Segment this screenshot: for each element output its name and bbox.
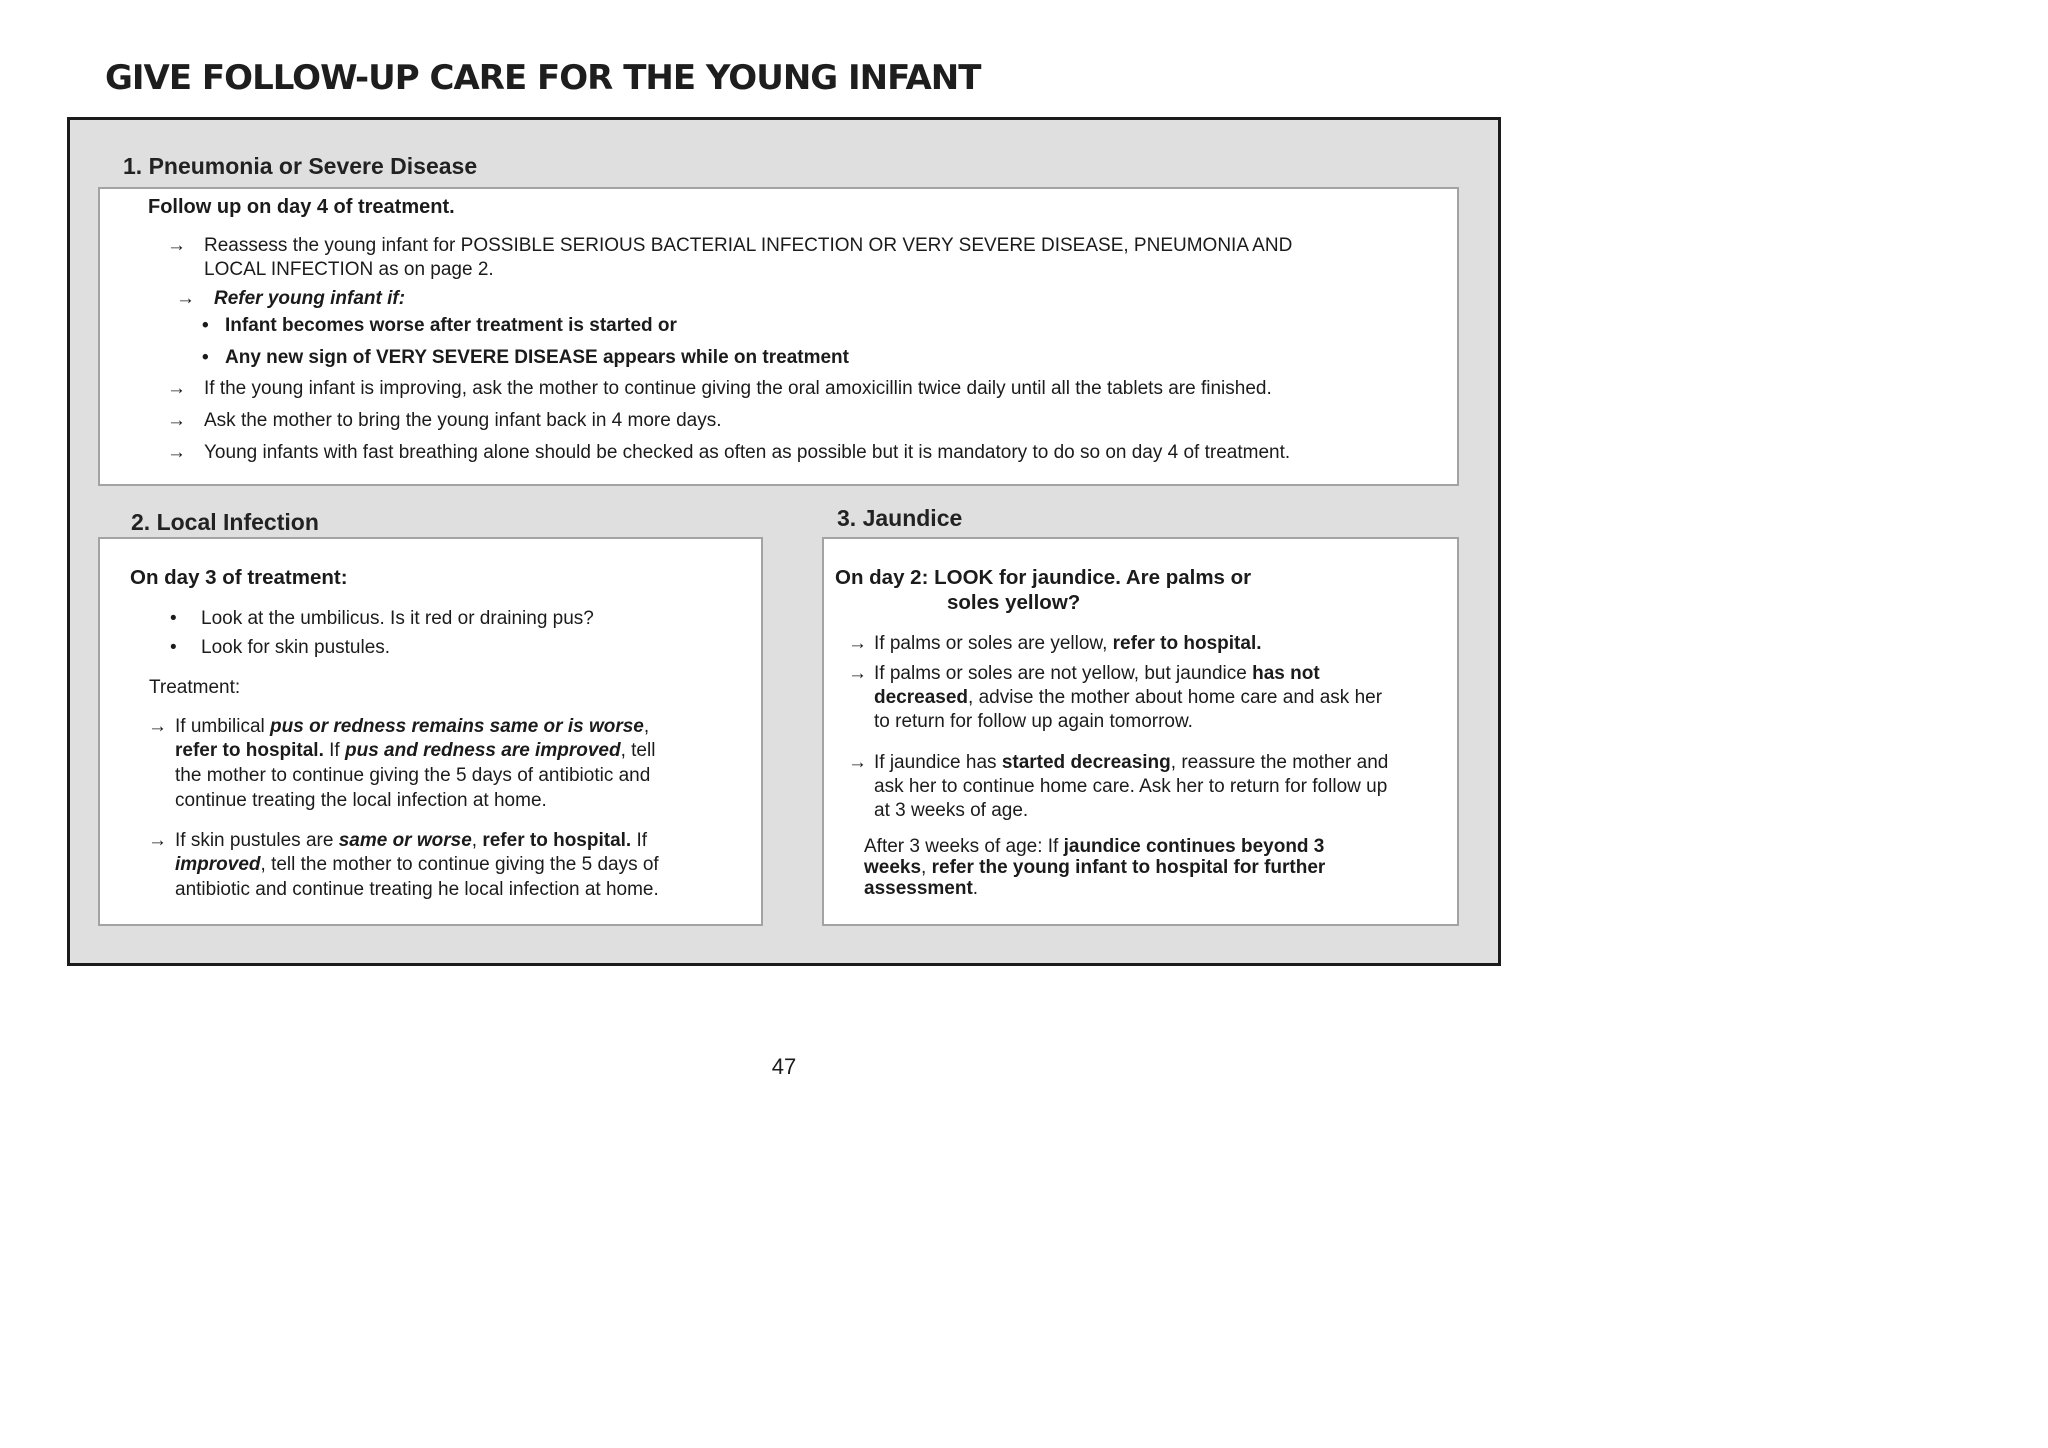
section1-refer-bullet-1: Infant becomes worse after treatment is started or <box>225 315 677 336</box>
section2-pustules-line3: antibiotic and continue treating he local infection at home. <box>175 879 659 900</box>
arrow-icon: → <box>167 378 186 399</box>
bullet-icon: • <box>170 608 177 629</box>
section3-not-yellow-line1: If palms or soles are not yellow, but jaundice has not <box>874 663 1320 684</box>
section3-question-line2: soles yellow? <box>947 591 1081 614</box>
section1-heading: 1. Pneumonia or Severe Disease <box>123 153 478 179</box>
arrow-icon: → <box>176 288 195 309</box>
page-title: GIVE FOLLOW-UP CARE FOR THE YOUNG INFANT <box>105 58 981 98</box>
section2-bullet-1: Look at the umbilicus. Is it red or draining pus? <box>201 608 594 629</box>
section2-umbilical-line3: the mother to continue giving the 5 days of antibiotic and <box>175 765 651 786</box>
section3-question-line1: On day 2: LOOK for jaundice. Are palms or <box>835 566 1252 589</box>
section1-refer-label: Refer young infant if: <box>214 288 406 309</box>
section3-not-yellow-line2: decreased, advise the mother about home care and ask her <box>874 687 1383 708</box>
arrow-icon: → <box>848 752 867 773</box>
section1-bring-back: Ask the mother to bring the young infant back in 4 more days. <box>204 410 722 431</box>
page-number: 47 <box>771 1054 797 1079</box>
section2-umbilical-line1: If umbilical pus or redness remains same or is worse, <box>175 716 650 737</box>
section2-pustules-line1: If skin pustules are same or worse, refer to hospital. If <box>175 830 648 851</box>
section3-after-weeks-line2: weeks, refer the young infant to hospital for further <box>864 857 1326 878</box>
arrow-icon: → <box>167 235 186 256</box>
bullet-icon: • <box>202 347 209 368</box>
section3-decreasing-line3: at 3 weeks of age. <box>874 800 1029 821</box>
section3-decreasing-line2: ask her to continue home care. Ask her to return for follow up <box>874 776 1388 797</box>
section3-yellow-line: If palms or soles are yellow, refer to hospital. <box>874 633 1262 654</box>
section1-refer-bullet-2: Any new sign of VERY SEVERE DISEASE appears while on treatment <box>225 347 849 368</box>
section1-followup: Follow up on day 4 of treatment. <box>148 196 455 218</box>
section3-not-yellow-line3: to return for follow up again tomorrow. <box>874 711 1193 732</box>
bullet-icon: • <box>202 315 209 336</box>
section3-heading: 3. Jaundice <box>837 505 963 531</box>
section1-improving: If the young infant is improving, ask the mother to continue giving the oral amoxicillin twice daily until all the tablets are finished. <box>204 378 1272 399</box>
section1-reassess-line1: Reassess the young infant for POSSIBLE SERIOUS BACTERIAL INFECTION OR VERY SEVERE DISEASE, PNEUMONIA AND <box>204 235 1293 256</box>
section2-treatment-label: Treatment: <box>149 677 241 698</box>
arrow-icon: → <box>167 410 186 431</box>
section1-reassess-line2: LOCAL INFECTION as on page 2. <box>204 259 494 280</box>
arrow-icon: → <box>848 633 867 654</box>
arrow-icon: → <box>148 716 167 737</box>
section2-umbilical-line2: refer to hospital. If pus and redness are improved, tell <box>175 740 656 761</box>
section1-fast-breathing: Young infants with fast breathing alone should be checked as often as possible but it is mandatory to do so on day 4 of treatment. <box>204 442 1291 463</box>
section3-after-weeks-line1: After 3 weeks of age: If jaundice continues beyond 3 <box>864 836 1325 857</box>
bullet-icon: • <box>170 637 177 658</box>
arrow-icon: → <box>148 830 167 851</box>
section2-bullet-2: Look for skin pustules. <box>201 637 391 658</box>
section3-decreasing-line1: If jaundice has started decreasing, reassure the mother and <box>874 752 1389 773</box>
arrow-icon: → <box>167 442 186 463</box>
arrow-icon: → <box>848 663 867 684</box>
section2-pustules-line2: improved, tell the mother to continue giving the 5 days of <box>175 854 659 875</box>
section3-after-weeks-line3: assessment. <box>864 878 979 899</box>
section2-day-label: On day 3 of treatment: <box>130 566 348 589</box>
section2-heading: 2. Local Infection <box>131 509 319 535</box>
section2-umbilical-line4: continue treating the local infection at home. <box>175 790 547 811</box>
